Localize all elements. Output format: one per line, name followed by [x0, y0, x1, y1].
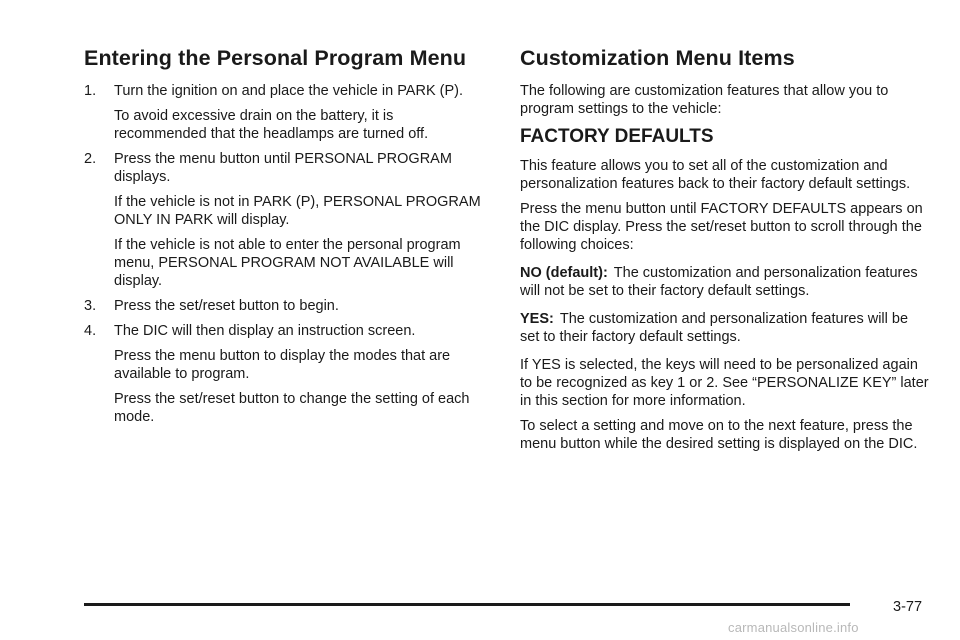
step-4	[84, 322, 484, 340]
note-only-in-park: If the vehicle is not in PARK (P), PERSONAL PROGRAM ONLY IN PARK will display.	[114, 194, 481, 228]
step-number: 1.	[84, 83, 97, 99]
section-title-customization: Customization Menu Items	[520, 46, 795, 70]
intro-paragraph: The following are customization features that allow you to program settings to the vehicle:	[520, 83, 889, 117]
step-number: 2.	[84, 151, 97, 167]
factory-defaults-description: This feature allows you to set all of the customization and personalization features back to their factory default settings.	[520, 158, 911, 192]
note-menu-button: Press the menu button to display the modes that are available to program.	[114, 348, 451, 382]
right-column	[520, 44, 930, 460]
step-1	[84, 82, 484, 100]
footer-rule	[84, 603, 850, 606]
step-text: Turn the ignition on and place the vehicle in PARK (P).	[114, 83, 463, 99]
step-number: 3.	[84, 298, 97, 314]
option-term: YES:	[520, 311, 554, 327]
note-battery: To avoid excessive drain on the battery, it is recommended that the headlamps are turned off.	[114, 108, 429, 142]
option-no-default	[520, 264, 930, 300]
page-number: 3-77	[893, 599, 923, 615]
section-title-personal-program: Entering the Personal Program Menu	[84, 46, 467, 70]
step-3	[84, 297, 484, 315]
subsection-title-factory-defaults: FACTORY DEFAULTS	[520, 126, 714, 147]
left-column	[84, 44, 484, 433]
step-text: Press the menu button until PERSONAL PROGRAM displays.	[114, 151, 452, 185]
step-text: The DIC will then display an instruction screen.	[114, 323, 416, 339]
personalize-key-note: If YES is selected, the keys will need to be personalized again to be recognized as key 1 or 2. See “PERSONALIZE KEY” later in this section for more information.	[520, 357, 929, 409]
step-text: Press the set/reset button to begin.	[114, 298, 339, 314]
select-setting-note: To select a setting and move on to the next feature, press the menu button while the desired setting is displayed on the DIC.	[520, 418, 918, 452]
note-set-reset-button: Press the set/reset button to change the setting of each mode.	[114, 391, 470, 425]
option-description: The customization and personalization features will be set to their factory default settings.	[520, 311, 909, 345]
factory-defaults-instructions: Press the menu button until FACTORY DEFAULTS appears on the DIC display. Press the set/reset button to scroll through the following choices:	[520, 201, 923, 253]
option-term: NO (default):	[520, 265, 608, 281]
watermark: carmanualsonline.info	[728, 620, 859, 635]
option-description: The customization and personalization features will not be set to their factory default settings.	[520, 265, 918, 299]
note-not-available: If the vehicle is not able to enter the personal program menu, PERSONAL PROGRAM NOT AVAILABLE will display.	[114, 237, 461, 289]
step-2	[84, 150, 484, 186]
option-yes	[520, 310, 930, 346]
step-number: 4.	[84, 323, 97, 339]
